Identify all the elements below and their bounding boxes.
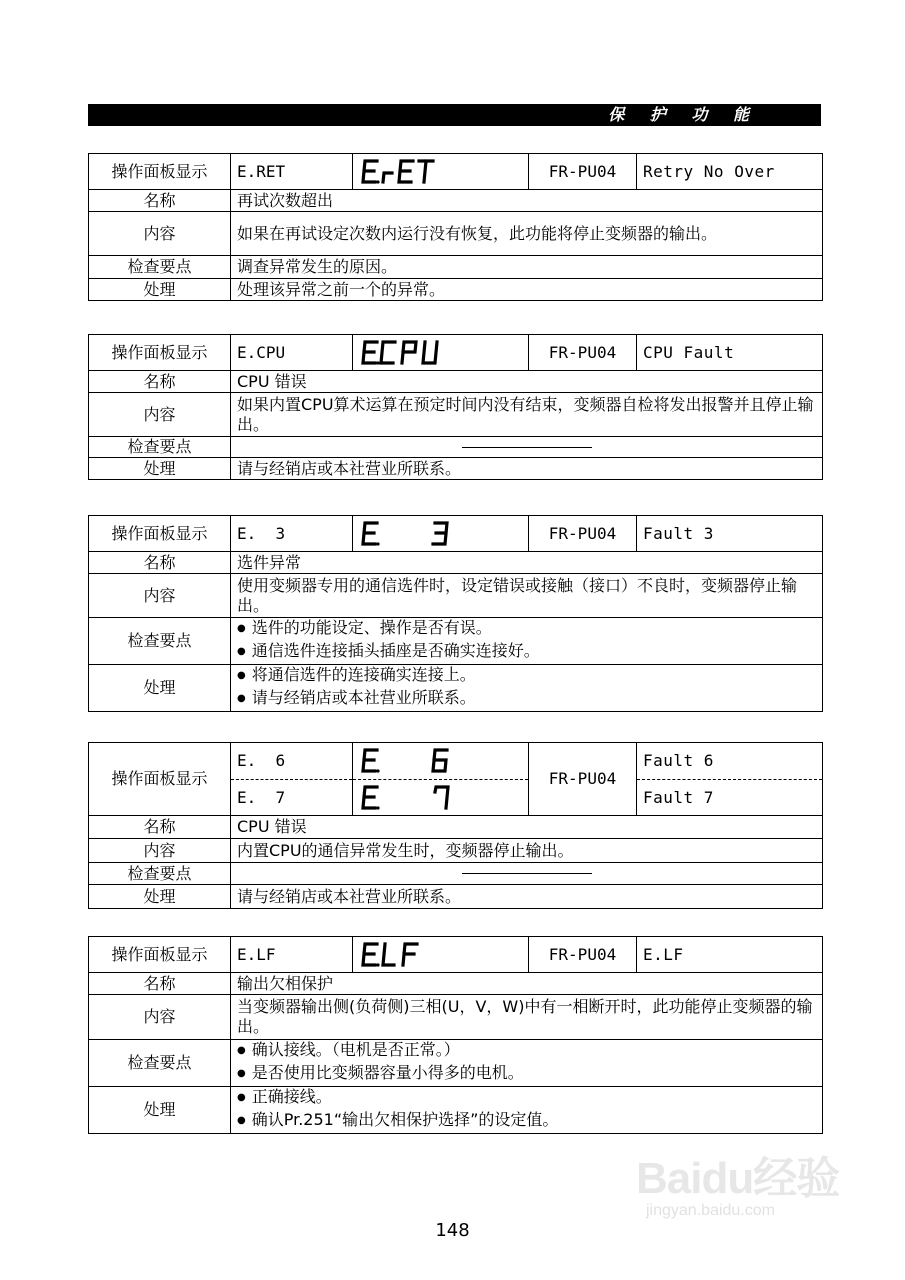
handle-value xyxy=(231,665,823,712)
name-value: 选件异常 xyxy=(231,552,823,574)
name-label: 名称 xyxy=(89,973,231,995)
content-value: 如果在再试设定次数内运行没有恢复，此功能将停止变频器的输出。 xyxy=(231,212,823,256)
page-number: 148 xyxy=(435,1220,470,1241)
led-segment-icon xyxy=(359,747,459,775)
content-value: 内置CPU的通信异常发生时，变频器停止输出。 xyxy=(231,839,823,863)
handle-label: 处理 xyxy=(89,1087,231,1134)
handle-label: 处理 xyxy=(89,885,231,909)
led-segment-icon xyxy=(359,339,459,367)
name-label: 名称 xyxy=(89,552,231,574)
pu-label: FR-PU04 xyxy=(529,154,637,190)
empty-dash xyxy=(462,447,592,448)
name-value: 再试次数超出 xyxy=(231,190,823,212)
error-table-e6-e7 xyxy=(88,742,823,909)
pu-message: E.LF xyxy=(637,937,823,973)
led-segment-icon xyxy=(359,784,459,812)
check-label: 检查要点 xyxy=(89,863,231,885)
content-value: 如果内置CPU算术运算在预定时间内没有结束，变频器自检将发出报警并且停止输出。 xyxy=(231,393,823,437)
check-item: ● 通信选件连接插头插座是否确实连接好。 xyxy=(237,641,816,664)
check-value: 调查异常发生的原因。 xyxy=(231,256,823,279)
handle-item: ● 正确接线。 xyxy=(237,1087,816,1110)
pu-label: FR-PU04 xyxy=(529,937,637,973)
error-code: E. 3 xyxy=(231,516,353,552)
handle-value: 请与经销店或本社营业所联系。 xyxy=(231,885,823,909)
led-display-2 xyxy=(353,780,529,816)
error-code: E.CPU xyxy=(231,335,353,371)
error-table-ecpu xyxy=(88,334,823,480)
pu-message: Fault 3 xyxy=(637,516,823,552)
led-display xyxy=(353,154,529,190)
handle-label: 处理 xyxy=(89,279,231,301)
handle-value: 请与经销店或本社营业所联系。 xyxy=(231,458,823,480)
handle-label: 处理 xyxy=(89,458,231,480)
content-value: 当变频器输出侧(负荷侧)三相(U，V，W)中有一相断开时，此功能停止变频器的输出。 xyxy=(231,995,823,1040)
name-value: 输出欠相保护 xyxy=(231,973,823,995)
empty-dash xyxy=(462,873,592,874)
handle-value: 处理该异常之前一个的异常。 xyxy=(231,279,823,301)
error-code: E.RET xyxy=(231,154,353,190)
error-table-elf xyxy=(88,936,823,1134)
section-header: 保 护 功 能 xyxy=(88,104,821,126)
panel-label: 操作面板显示 xyxy=(89,937,231,973)
check-value xyxy=(231,1040,823,1087)
pu-message-1: Fault 6 xyxy=(637,743,823,780)
handle-value xyxy=(231,1087,823,1134)
check-item: ● 是否使用比变频器容量小得多的电机。 xyxy=(237,1063,816,1086)
check-label: 检查要点 xyxy=(89,437,231,458)
error-code: E.LF xyxy=(231,937,353,973)
error-code-2: E. 7 xyxy=(231,780,353,816)
error-table-e3 xyxy=(88,515,823,712)
pu-label: FR-PU04 xyxy=(529,516,637,552)
check-label: 检查要点 xyxy=(89,256,231,279)
content-value: 使用变频器专用的通信选件时，设定错误或接触（接口）不良时，变频器停止输出。 xyxy=(231,574,823,618)
panel-label: 操作面板显示 xyxy=(89,516,231,552)
content-label: 内容 xyxy=(89,839,231,863)
pu-label: FR-PU04 xyxy=(529,743,637,816)
check-value xyxy=(231,618,823,665)
pu-message-2: Fault 7 xyxy=(637,780,823,816)
check-label: 检查要点 xyxy=(89,1040,231,1087)
pu-message: CPU Fault xyxy=(637,335,823,371)
led-display xyxy=(353,937,529,973)
check-item: ● 确认接线。（电机是否正常。） xyxy=(237,1040,816,1063)
led-segment-icon xyxy=(359,520,459,548)
led-display xyxy=(353,516,529,552)
led-display xyxy=(353,335,529,371)
pu-message: Retry No Over xyxy=(637,154,823,190)
content-label: 内容 xyxy=(89,212,231,256)
panel-label: 操作面板显示 xyxy=(89,743,231,816)
watermark-logo: Baidu经验 xyxy=(636,1154,840,1203)
led-segment-icon xyxy=(359,941,449,969)
handle-item: ● 请与经销店或本社营业所联系。 xyxy=(237,688,816,711)
watermark-url: jingyan.baidu.com xyxy=(646,1202,775,1219)
content-label: 内容 xyxy=(89,574,231,618)
handle-item: ● 确认Pr.251“输出欠相保护选择”的设定值。 xyxy=(237,1110,816,1133)
name-label: 名称 xyxy=(89,190,231,212)
name-value: CPU 错误 xyxy=(231,816,823,839)
check-value xyxy=(231,437,823,458)
name-value: CPU 错误 xyxy=(231,371,823,393)
pu-label: FR-PU04 xyxy=(529,335,637,371)
content-label: 内容 xyxy=(89,995,231,1040)
name-label: 名称 xyxy=(89,816,231,839)
handle-item: ● 将通信选件的连接确实连接上。 xyxy=(237,665,816,688)
check-item: ● 选件的功能设定、操作是否有误。 xyxy=(237,618,816,641)
handle-label: 处理 xyxy=(89,665,231,712)
error-code-1: E. 6 xyxy=(231,743,353,780)
led-segment-icon xyxy=(359,158,449,186)
led-display-1 xyxy=(353,743,529,780)
check-value xyxy=(231,863,823,885)
name-label: 名称 xyxy=(89,371,231,393)
error-table-eret xyxy=(88,153,823,301)
check-label: 检查要点 xyxy=(89,618,231,665)
panel-label: 操作面板显示 xyxy=(89,154,231,190)
panel-label: 操作面板显示 xyxy=(89,335,231,371)
content-label: 内容 xyxy=(89,393,231,437)
